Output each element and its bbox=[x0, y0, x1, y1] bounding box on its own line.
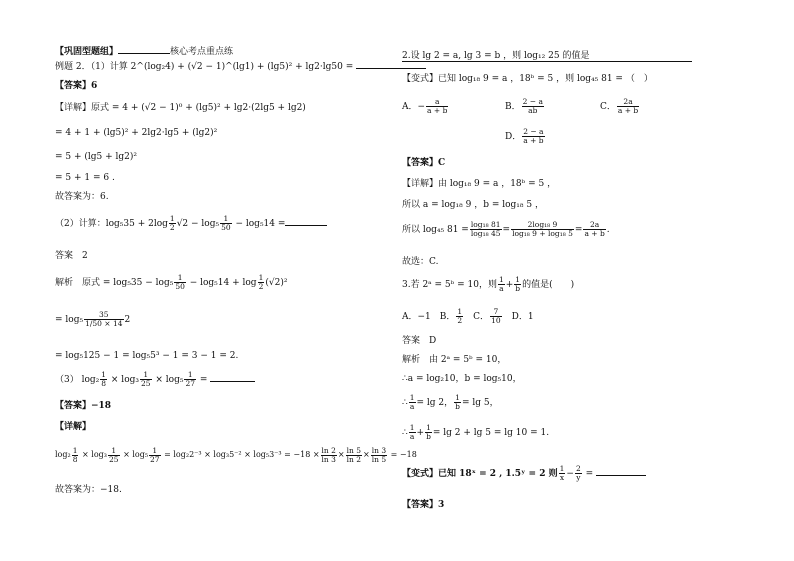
frac-den: a bbox=[409, 432, 415, 441]
fraction-ln3-ln5 bbox=[371, 447, 387, 464]
step2-prefix: = log₅ bbox=[55, 315, 84, 325]
ex23-part-a: （3） log₂ bbox=[55, 375, 100, 385]
line-part-a: log₂ bbox=[55, 450, 71, 459]
example-2-1-text: 例题 2．（1）计算 2^(log₂4) + (√2 − 1)^(lg1) + (lg5)² + lg2·lg50 = bbox=[55, 62, 357, 72]
frac-num: 1 bbox=[174, 274, 186, 283]
variant-1-detail-1: 【详解】由 log₁₈ 9 = a ，18ᵇ = 5 ， bbox=[402, 179, 557, 189]
ex23-part-c: × log₅ bbox=[152, 375, 184, 385]
answer-blank bbox=[285, 216, 327, 226]
variant-1-question: 【变式】已知 log₁₈ 9 = a ，18ᵇ = 5 ，则 log₄₅ 81 = （ ） bbox=[402, 74, 653, 84]
frac-den: log₁₈ 9 + log₁₈ 5 bbox=[512, 229, 573, 238]
frac-num: 1 bbox=[498, 275, 504, 284]
frac-den: x bbox=[559, 473, 565, 482]
frac-num: 2a bbox=[583, 221, 605, 230]
question-3-options bbox=[402, 306, 534, 328]
detail3-fraction-1 bbox=[470, 221, 502, 238]
frac-den: a + b bbox=[427, 106, 448, 115]
frac-den: 50 bbox=[175, 282, 185, 291]
example-2-3-detail-label: 【详解】 bbox=[55, 422, 92, 432]
frac-den: 27 bbox=[185, 379, 196, 388]
fraction-one-27 bbox=[184, 371, 196, 388]
q3-fraction-1-a bbox=[498, 276, 505, 293]
detail3-eq-2: = bbox=[574, 225, 583, 235]
frac-num: ln 5 bbox=[346, 445, 362, 455]
fraction-one-fifty bbox=[174, 274, 186, 291]
ex22-part-b: √2 − log₅ bbox=[176, 219, 220, 229]
ex22-part-a: （2）计算：log₅35 + 2log bbox=[55, 219, 168, 229]
frac-den: 1/50 × 14 bbox=[85, 319, 123, 328]
frac-num: ln 2 bbox=[321, 445, 336, 455]
frac-num: 2 bbox=[575, 464, 581, 473]
frac-num: 2 − a bbox=[522, 97, 543, 106]
frac-num: 35 bbox=[84, 311, 123, 320]
example-2-1-question bbox=[55, 59, 426, 73]
fraction-one-25 bbox=[108, 447, 120, 464]
frac-num: 1 bbox=[108, 447, 120, 456]
detail3-fraction-2 bbox=[511, 221, 574, 238]
option-a-fraction bbox=[426, 98, 448, 115]
question-3: 3.若 2ᵃ = 5ᵇ = 10，则 $\frac{1}{a}$ + $\frac{1}{b}$ 的值是( ) bbox=[402, 275, 575, 293]
answer-blank bbox=[210, 372, 255, 382]
frac-den: ab bbox=[528, 106, 538, 115]
q3-option-b-fraction bbox=[456, 308, 463, 325]
frac-num: ln 3 bbox=[371, 445, 387, 455]
q3-option-c-fraction bbox=[490, 308, 502, 325]
q3-opt-c: D．1 bbox=[502, 312, 534, 322]
q3-sol-3a: = lg 2， bbox=[416, 398, 454, 408]
q3-sol4-fraction-b bbox=[425, 424, 432, 441]
frac-num: 1 bbox=[455, 393, 460, 402]
variant2-fraction-1 bbox=[559, 465, 566, 482]
example-2-3-question bbox=[55, 370, 255, 390]
fraction-half bbox=[169, 215, 176, 232]
question-3-solution-3: ∴ $\frac{1}{a}$ = lg 2， $\frac{1}{b}$ = lg 5， bbox=[402, 393, 499, 411]
q3-opt-b: C． bbox=[464, 312, 490, 322]
detail3-prefix: 所以 log₄₅ 81 = bbox=[402, 225, 469, 235]
frac-num: 1 bbox=[140, 371, 152, 380]
option-d bbox=[505, 126, 546, 148]
example-2-2-step-2 bbox=[55, 305, 130, 335]
detail3-eq-1: = bbox=[502, 225, 511, 235]
fraction-one-eight bbox=[100, 371, 107, 388]
frac-den: 2 bbox=[258, 282, 264, 291]
fraction-ln5-ln2 bbox=[346, 447, 362, 464]
option-a-label: A．− bbox=[402, 102, 426, 112]
fraction-one-25 bbox=[140, 371, 152, 388]
example-2-1-answer: 【答案】6 bbox=[55, 81, 98, 91]
frac-den: 27 bbox=[150, 454, 160, 464]
sol-part-a: 解析 原式 = log₅35 − log₅ bbox=[55, 278, 174, 288]
detail3-fraction-3 bbox=[583, 221, 605, 238]
example-2-2-solution bbox=[55, 272, 287, 294]
q3-sol-3b: = lg 5， bbox=[461, 398, 499, 408]
variant-1-answer: 【答案】C bbox=[402, 158, 446, 168]
frac-den: y bbox=[576, 473, 581, 482]
example-2-1-conclusion: 故答案为：6. bbox=[55, 192, 109, 202]
question-3-solution-4: ∴ $\frac{1}{a}$ + $\frac{1}{b}$ = lg 2 + lg 5 = lg 10 = 1. bbox=[402, 423, 550, 441]
frac-num: 1 bbox=[258, 273, 264, 282]
q3-suffix: 的值是( ) bbox=[522, 280, 575, 290]
frac-num: 7 bbox=[490, 308, 502, 317]
option-b-fraction bbox=[522, 98, 544, 115]
frac-num: 1 bbox=[409, 423, 415, 432]
variant-2-question: 【变式】已知 18ˣ = 2 , 1.5ʸ = 2 则 $\frac{1}{x}$ − $\frac{2}{y}$ = bbox=[402, 463, 646, 485]
variant-2-answer: 【答案】3 bbox=[402, 500, 445, 510]
frac-den: ln 5 bbox=[371, 454, 387, 464]
frac-num: 2log₁₈ 9 bbox=[511, 221, 574, 230]
example-2-3-detail-line: log₂ $\frac{1}{8}$ × log₃ $\frac{1}{25}$ × log₅ $\frac{1}{27}$ = log₂2⁻³ × log₃5⁻² × log₅3⁻³ = −18 × $\frac{\ln 2}{\ln 3}$ × $\frac{\ln 5}{\ln 2}$ × $\frac{\ln 3}{\ln 5}$ = −18 bbox=[55, 445, 417, 464]
frac-den: a + b bbox=[617, 106, 639, 115]
frac-den: ln 3 bbox=[321, 454, 336, 464]
option-d-label: D． bbox=[505, 132, 522, 142]
frac-den: 25 bbox=[140, 379, 151, 388]
q3-opt-a: A．−1 B． bbox=[402, 312, 456, 322]
question-2-answer-line bbox=[402, 61, 692, 62]
frac-num: 1 bbox=[149, 447, 161, 456]
option-c-fraction bbox=[617, 98, 639, 115]
sol-part-c: (√2)² bbox=[265, 278, 288, 288]
q3-sol-fraction-a bbox=[409, 394, 416, 411]
frac-num: 1 bbox=[72, 445, 78, 455]
q3-prefix: 3.若 2ᵃ = 5ᵇ = 10，则 bbox=[402, 280, 497, 290]
question-3-answer: 答案 D bbox=[402, 336, 437, 346]
frac-num: 1 bbox=[101, 370, 107, 379]
variant2-eq: = bbox=[582, 469, 597, 479]
frac-num: log₁₈ 81 bbox=[470, 220, 501, 229]
example-2-2-question bbox=[55, 214, 327, 234]
frac-den: a + b bbox=[584, 229, 605, 238]
frac-num: 2 − a bbox=[523, 127, 544, 136]
frac-num: 2a bbox=[617, 98, 639, 107]
frac-den: 10 bbox=[491, 316, 501, 325]
variant-1-detail-2: 所以 a = log₁₈ 9 ，b = log₁₈ 5 ， bbox=[402, 200, 544, 210]
variant-1-detail-3 bbox=[402, 218, 610, 242]
frac-den: log₁₈ 45 bbox=[470, 229, 501, 238]
sol-part-b: − log₅14 + log bbox=[186, 278, 257, 288]
example-2-2-step-3: = log₅125 − 1 = log₅5³ − 1 = 3 − 1 = 2. bbox=[55, 351, 239, 361]
example-2-3-answer: 【答案】−18 bbox=[55, 401, 112, 411]
frac-den: b bbox=[455, 402, 460, 411]
frac-num: 1 bbox=[409, 393, 415, 402]
variant2-fraction-2 bbox=[575, 465, 582, 482]
step2-tail: 2 bbox=[124, 315, 131, 325]
frac-den: 2 bbox=[169, 223, 175, 232]
heading-suffix: 核心考点重点练 bbox=[170, 47, 234, 57]
question-2: 2.设 lg 2 = a, lg 3 = b ，则 log₁₂ 25 的值是 bbox=[402, 51, 590, 61]
option-b bbox=[505, 96, 545, 118]
variant-1-conclusion: 故选：C. bbox=[402, 257, 439, 267]
fraction-half bbox=[258, 274, 265, 291]
frac-den: b bbox=[515, 284, 521, 293]
option-d-fraction bbox=[522, 128, 544, 145]
line-part-c: × log₅ bbox=[120, 450, 149, 459]
example-2-2-answer: 答案 2 bbox=[55, 251, 88, 261]
frac-num: 1 bbox=[457, 307, 463, 316]
fraction-step2 bbox=[84, 311, 123, 328]
q3-fraction-1-b bbox=[514, 276, 521, 293]
example-2-1-detail-2: = 4 + 1 + (lg5)² + 2lg2·lg5 + (lg2)² bbox=[55, 128, 218, 138]
frac-num: 1 bbox=[184, 371, 196, 380]
answer-blank bbox=[596, 466, 646, 476]
frac-den: b bbox=[426, 432, 431, 441]
option-c bbox=[600, 96, 640, 118]
example-2-1-detail-4: = 5 + 1 = 6 . bbox=[55, 173, 115, 183]
options-row-1 bbox=[402, 96, 449, 118]
line-part-e: = −18 bbox=[388, 450, 417, 459]
frac-den: a + b bbox=[523, 136, 544, 145]
frac-num: 1 bbox=[515, 275, 521, 284]
example-2-1-detail-3: = 5 + (lg5 + lg2)² bbox=[55, 152, 138, 162]
q3-sol-fraction-b bbox=[454, 394, 461, 411]
detail3-end: . bbox=[606, 225, 610, 235]
line-part-b: × log₃ bbox=[79, 450, 107, 459]
fraction-one-fifty bbox=[220, 215, 232, 232]
ex23-part-b: × log₃ bbox=[108, 375, 139, 385]
heading-blank bbox=[118, 44, 170, 54]
variant2-prefix: 【变式】已知 18ˣ = 2 , 1.5ʸ = 2 则 bbox=[402, 469, 558, 479]
fraction-one-eight bbox=[72, 447, 79, 464]
frac-num: a bbox=[426, 98, 448, 107]
ex22-part-c: − log₅14 = bbox=[232, 219, 286, 229]
frac-den: a bbox=[499, 284, 504, 293]
heading-prefix: 【巩固型题组】 bbox=[55, 47, 119, 57]
frac-den: 50 bbox=[221, 223, 231, 232]
frac-den: 8 bbox=[72, 454, 78, 464]
frac-num: 1 bbox=[559, 464, 565, 473]
frac-num: 1 bbox=[426, 423, 431, 432]
frac-den: 25 bbox=[108, 454, 119, 464]
q3-sol4-fraction-a bbox=[409, 424, 416, 441]
line-part-d: = log₂2⁻³ × log₃5⁻² × log₅3⁻³ = −18 × bbox=[161, 450, 320, 459]
fraction-one-27 bbox=[149, 447, 161, 464]
option-b-label: B． bbox=[505, 102, 521, 112]
frac-num: 1 bbox=[169, 214, 175, 223]
question-3-solution-1: 解析 由 2ᵃ = 5ᵇ = 10， bbox=[402, 355, 507, 365]
example-2-1-detail-1: 【详解】原式 = 4 + (√2 − 1)⁰ + (lg5)² + lg2·(2lg5 + lg2) bbox=[55, 103, 306, 113]
q3-sol-4: = lg 2 + lg 5 = lg 10 = 1. bbox=[432, 428, 550, 438]
ex23-part-d: = bbox=[197, 375, 211, 385]
question-3-solution-2: ∴a = log₂10，b = log₅10， bbox=[402, 374, 522, 384]
frac-den: a bbox=[409, 402, 415, 411]
frac-num: 1 bbox=[220, 215, 232, 224]
frac-den: ln 2 bbox=[346, 454, 362, 464]
fraction-ln2-ln3 bbox=[321, 447, 337, 464]
section-heading bbox=[55, 44, 233, 58]
option-c-label: C． bbox=[600, 102, 616, 112]
example-2-3-conclusion: 故答案为：−18. bbox=[55, 485, 122, 495]
frac-den: 8 bbox=[101, 379, 107, 388]
frac-den: 2 bbox=[457, 316, 463, 325]
